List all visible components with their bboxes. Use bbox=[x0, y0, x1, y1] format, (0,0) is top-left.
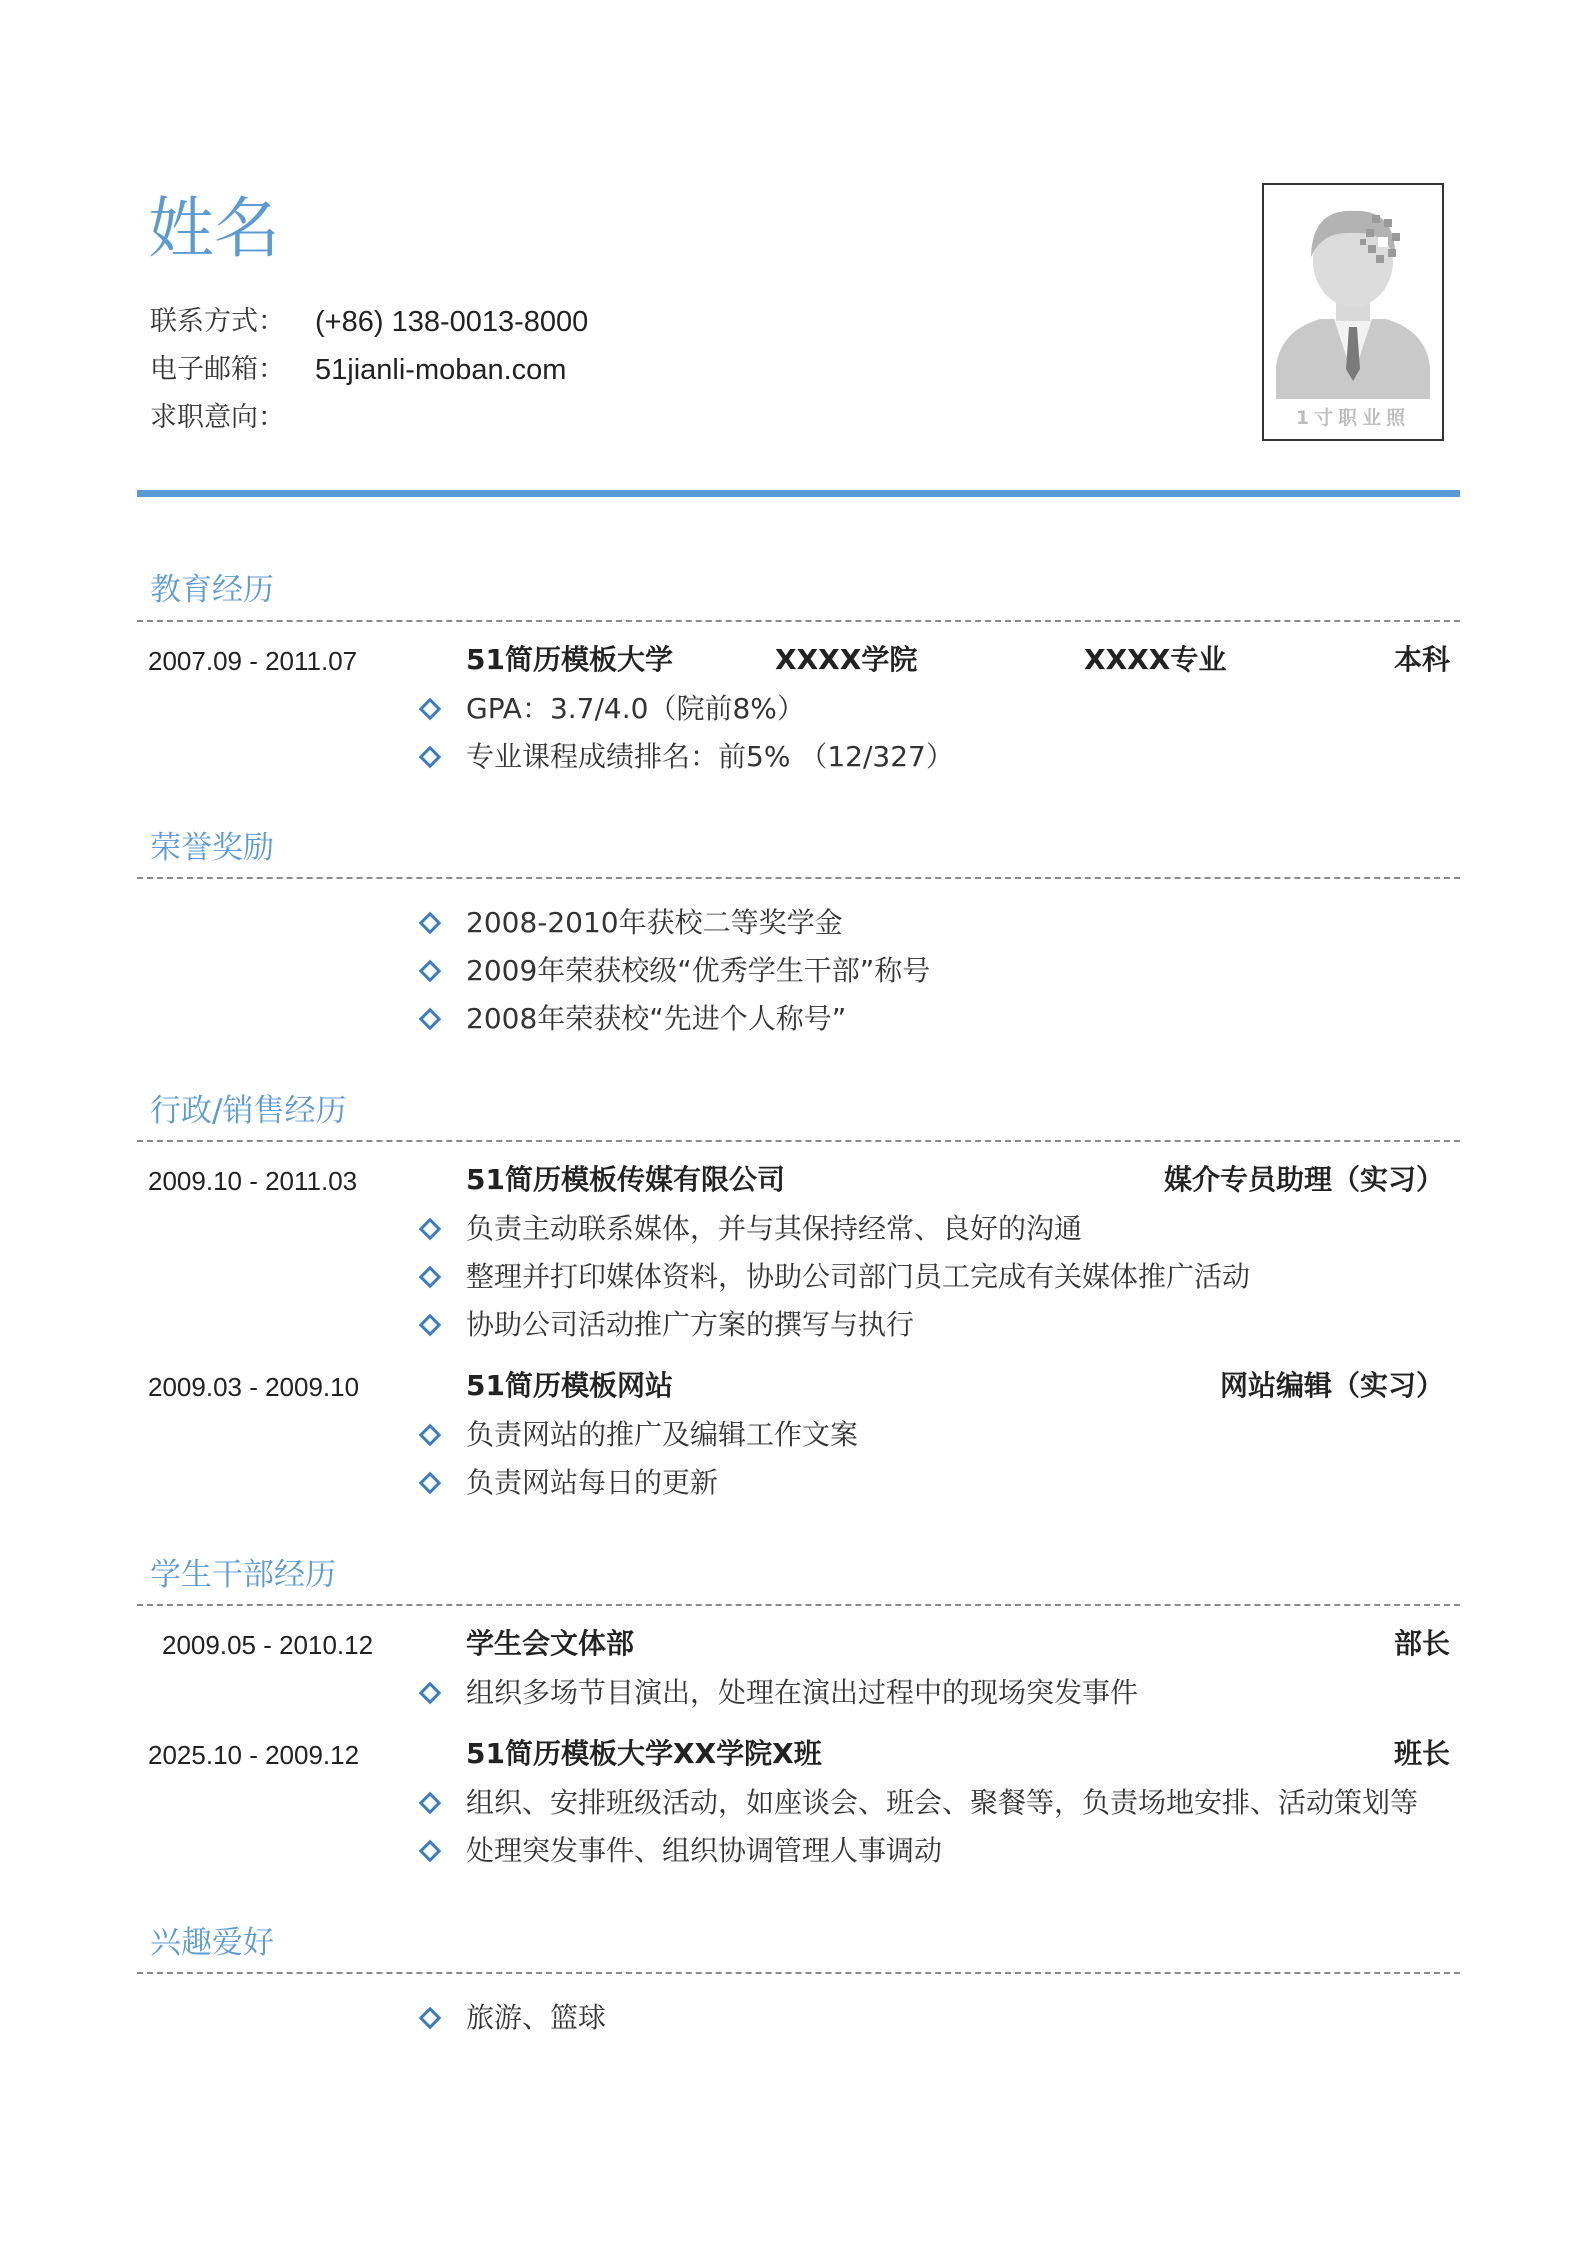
work-date: 2009.03 - 2009.10 bbox=[148, 1372, 360, 1402]
cadre-date: 2025.10 - 2009.12 bbox=[148, 1740, 360, 1770]
contact-email-label: 电子邮箱： bbox=[150, 354, 285, 385]
work-role: 媒介专员助理（实习） bbox=[1163, 1163, 1444, 1196]
education-major: XXXX专业 bbox=[1084, 643, 1227, 676]
education-date: 2007.09 - 2011.07 bbox=[148, 646, 358, 676]
person-silhouette-icon bbox=[1274, 199, 1432, 399]
diamond-bullet-icon bbox=[419, 960, 442, 983]
profile-photo bbox=[1262, 183, 1444, 441]
section-divider bbox=[137, 1140, 1460, 1142]
diamond-bullet-icon bbox=[419, 1008, 442, 1031]
section-divider bbox=[137, 877, 1460, 879]
section-title-education: 教育经历 bbox=[150, 572, 274, 608]
diamond-bullet-icon bbox=[419, 698, 442, 721]
photo-caption: 1寸职业照 bbox=[1295, 407, 1411, 429]
section-title-honors: 荣誉奖励 bbox=[150, 830, 274, 866]
diamond-bullet-icon bbox=[419, 1472, 442, 1495]
cadre-date: 2009.05 - 2010.12 bbox=[162, 1630, 374, 1660]
diamond-bullet-icon bbox=[419, 1266, 442, 1289]
education-college: XXXX学院 bbox=[775, 643, 918, 676]
section-title-cadre: 学生干部经历 bbox=[150, 1557, 336, 1593]
diamond-bullet-icon bbox=[419, 1218, 442, 1241]
education-school: 51简历模板大学 bbox=[466, 643, 673, 676]
resume-page: 姓名 联系方式： (+86) 138-0013-8000 电子邮箱： 51jianli-moban.com 求职意向： 1寸职业照 教育经历 2007.09 - 2011.07 51简历模板大学 XXXX学院 XXXX专业 本科 GPA：3.7/4.0（院前8%） 专业课程成绩排名：前5% （12/327） 荣誉奖励 2008-2010年获校二等奖学金 2009年荣获校级“优秀学生干部”称号 2008年荣获校“先进个人称号” 行政/销售经历 2009.10 - 2011.03 51简历模板传媒有限公司 媒介专员助理（实习） 负责主动联系媒体，并与其保持经常、良好的沟通 整理并打印媒体资料，协助公司部门员工完成有关媒体推广活动 协助公司活动推广方案的撰写与执行 2009.03 - 2009.10 51简历模板网站 网站编辑（实习） 负责网站的推广及编辑工作文案 负责网站每日的更新 学生干部经历 2009.05 - 2010.12 学生会文体部 部长 组织多场节目演出，处理在演出过程中的现场突发事件 2025.10 - 2009.12 51简历模板大学XX学院X班 班长 组织、安排班级活动，如座谈会、班会、聚餐等，负责场地安排、活动策划等 处理突发事件、组织协调管理人事调动 兴趣爱好 旅游、篮球 bbox=[0, 0, 1587, 2244]
diamond-bullet-icon bbox=[419, 1840, 442, 1863]
cadre-org: 51简历模板大学XX学院X班 bbox=[466, 1737, 822, 1770]
section-divider bbox=[137, 1604, 1460, 1606]
contact-phone-value: (+86) 138-0013-8000 bbox=[315, 306, 589, 338]
diamond-bullet-icon bbox=[419, 2007, 442, 2030]
diamond-bullet-icon bbox=[419, 1314, 442, 1337]
cadre-org: 学生会文体部 bbox=[466, 1627, 635, 1660]
education-degree: 本科 bbox=[1393, 643, 1450, 676]
contact-phone-label: 联系方式： bbox=[150, 306, 285, 337]
header-divider bbox=[137, 490, 1460, 497]
diamond-bullet-icon bbox=[419, 1792, 442, 1815]
work-org: 51简历模板传媒有限公司 bbox=[466, 1163, 785, 1196]
work-date: 2009.10 - 2011.03 bbox=[148, 1166, 358, 1196]
work-role: 网站编辑（实习） bbox=[1219, 1369, 1444, 1402]
cadre-role: 班长 bbox=[1393, 1737, 1450, 1770]
applicant-name: 姓名 bbox=[148, 190, 280, 267]
diamond-bullet-icon bbox=[419, 1424, 442, 1447]
contact-objective-label: 求职意向： bbox=[150, 402, 285, 433]
section-title-work: 行政/销售经历 bbox=[150, 1093, 347, 1129]
diamond-bullet-icon bbox=[419, 1682, 442, 1705]
section-divider bbox=[137, 1972, 1460, 1974]
section-divider bbox=[137, 620, 1460, 622]
section-title-hobbies: 兴趣爱好 bbox=[150, 1925, 274, 1961]
diamond-bullet-icon bbox=[419, 746, 442, 769]
cadre-role: 部长 bbox=[1393, 1627, 1450, 1660]
contact-email-value: 51jianli-moban.com bbox=[315, 354, 567, 386]
work-org: 51简历模板网站 bbox=[466, 1369, 673, 1402]
diamond-bullet-icon bbox=[419, 912, 442, 935]
